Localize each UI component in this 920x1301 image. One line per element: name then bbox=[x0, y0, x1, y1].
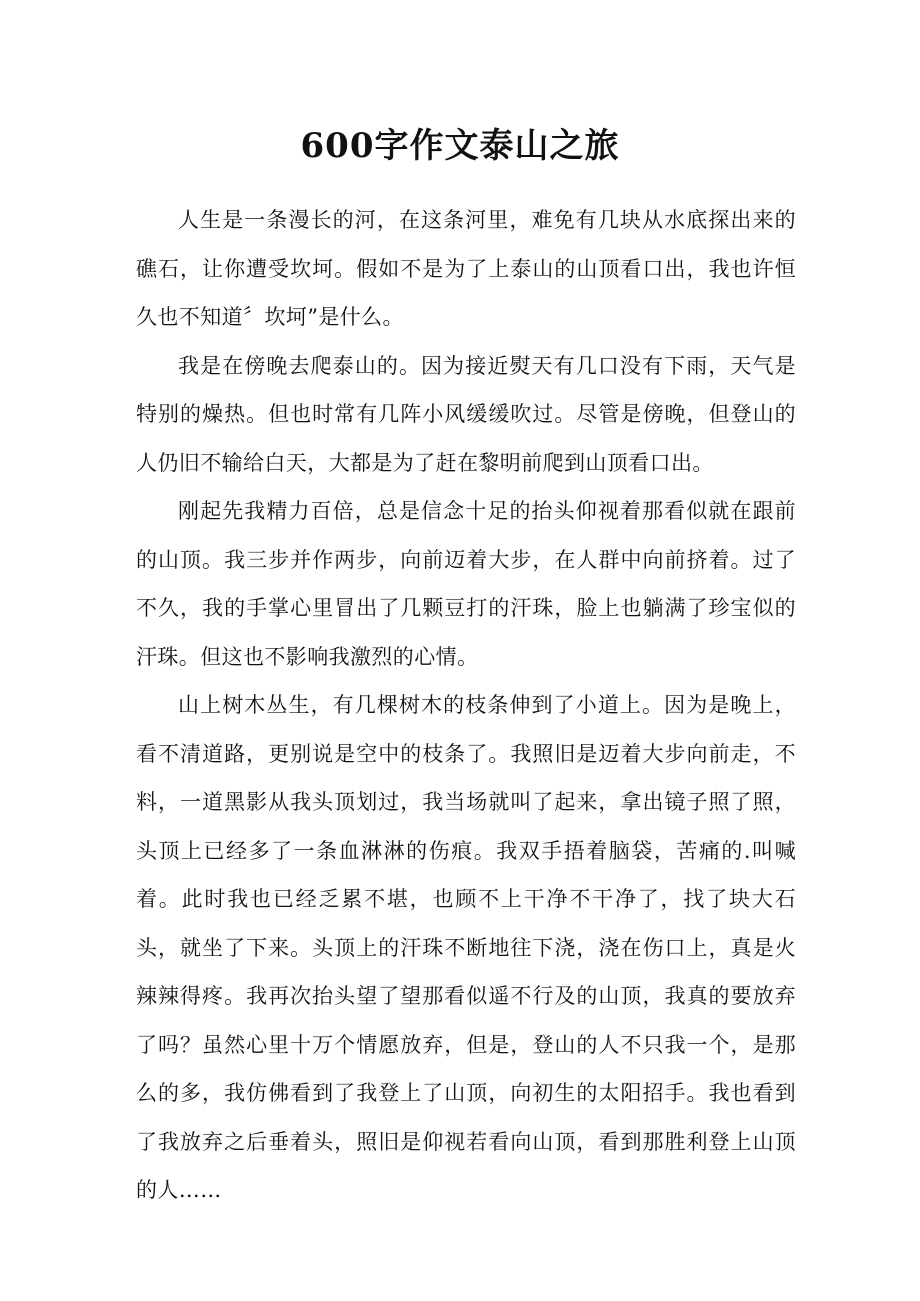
document-title: 600字作文泰山之旅 bbox=[300, 126, 620, 166]
paragraph-1: 人生是一条漫长的河，在这条河里，难免有几块从水底探出来的礁石，让你遭受坎坷。假如不是为了上泰山的山顶看口出，我也许恒久也不知道〞坎坷”是什么。 bbox=[136, 208, 796, 329]
paragraph-2: 我是在傍晚去爬泰山的。因为接近熨天有几口没有下雨，天气是特别的燥热。但也时常有几阵小风缓缓吹过。尽管是傍晚，但登山的人仍旧不输给白天，大都是为了赶在黎明前爬到山顶看口出。 bbox=[136, 353, 796, 475]
paragraph-3: 刚起先我精力百倍，总是信念十足的抬头仰视着那看似就在跟前的山顶。我三步并作两步，向前迈着大步，在人群中向前挤着。过了不久，我的手掌心里冒出了几颗豆打的汗珠，脸上也躺满了珍宝似的汗珠。但这也不影响我激烈的心情。 bbox=[136, 499, 796, 669]
paragraph-4: 山上树木丛生，有几棵树木的枝条伸到了小道上。因为是晚上，看不清道路，更别说是空中的枝条了。我照旧是迈着大步向前走，不料，一道黑影从我头顶划过，我当场就叫了起来，拿出镜子照了照，头顶上已经多了一条血淋淋的伤痕。我双手捂着脑袋，苦痛的.叫喊着。此时我也已经乏累不堪，也顾不上干净不干净了，找了块大石头，就坐了下来。头顶上的汗珠不断地往下浇，浇在伤口上，真是火辣辣得疼。我再次抬头望了望那看似遥不行及的山顶，我真的要放弃了吗？虽然心里十万个情愿放弃，但是，登山的人不只我一个，是那么的多，我仿佛看到了我登上了山顶，向初生的太阳招手。我也看到了我放弃之后垂着头，照旧是仰视若看向山顶，看到那胜利登上山顶的人…… bbox=[136, 693, 796, 1202]
document-body bbox=[136, 196, 796, 1215]
